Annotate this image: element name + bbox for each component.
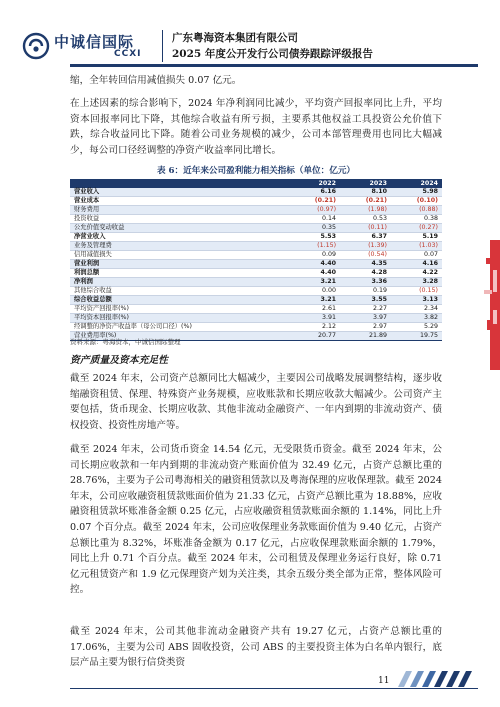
footer-stripes-icon xyxy=(394,670,484,688)
row-value: 0.35 xyxy=(289,224,340,233)
row-value: (0.97) xyxy=(289,206,340,215)
ccxi-logo-icon xyxy=(22,32,50,60)
row-value: 0.09 xyxy=(289,251,340,260)
table-caption: 表 6：近年来公司盈利能力相关指标（单位：亿元） xyxy=(156,166,356,176)
row-value: 3.97 xyxy=(340,314,391,323)
row-value: (0.88) xyxy=(391,206,442,215)
table-row xyxy=(70,305,442,314)
paragraph-asset-overview: 截至 2024 年末，公司资产总额同比大幅减少，主要因公司战略发展调整结构，逐步收缩融资租赁、保理、特殊资产业务规模，应收账款和长期应收款大幅减少。公司资产主要包括，货币现金、长期应收款、其他非流动金融资产、一年内到期的非流动资产、债权投资、投资性房地产等。 xyxy=(70,373,442,431)
footer-rule xyxy=(70,688,478,689)
table-row xyxy=(70,233,442,242)
row-value: 2.61 xyxy=(289,305,340,314)
page-header xyxy=(22,26,478,66)
table-row xyxy=(70,278,442,287)
row-value: 0.07 xyxy=(391,251,442,260)
row-value: 5.53 xyxy=(289,233,340,242)
row-value: (0.21) xyxy=(289,197,340,206)
row-value: (1.03) xyxy=(391,242,442,251)
row-value: 6.16 xyxy=(289,188,340,197)
side-ribbon-icon xyxy=(484,240,500,370)
row-value: 3.82 xyxy=(391,314,442,323)
table-row xyxy=(70,314,442,323)
row-label: 利润总额 xyxy=(70,269,289,278)
row-value: 4.40 xyxy=(289,260,340,269)
row-label: 营业成本 xyxy=(70,197,289,206)
table-header-cell: 2022 xyxy=(289,179,340,188)
row-value: 3.55 xyxy=(340,296,391,305)
table-header-row xyxy=(70,179,442,188)
table-header-cell xyxy=(70,179,289,188)
row-label: 营业费用率(%) xyxy=(70,332,289,341)
row-value: 4.28 xyxy=(340,269,391,278)
paragraph-receivables: 截至 2024 年末，公司货币资金 14.54 亿元，无受限货币资金。截至 2024 年末，公司长期应收款和一年内到期的非流动资产账面价值为 32.49 亿元，占资产总额比重的 28.76%，主要为子公司粤海相关的融资租赁款以及粤海保理的应收保理款。截至 2024 年末，公司应收融资租赁款账面价值为 21.33 亿元，占资产总额比重为 18.88%，应收融资租赁款坏账准备金额 0.25 亿元，占应收融资租赁款账面余额的 1.14%，同比上升 0.07 个百分点。截至 2024 年末，公司应收保理业务款账面价值为 9.40 亿元，占资产总额比重为 8.32%，坏账准备金额为 0.17 亿元，占应收保理款账面余额的 1.79%，同比上升 0.71 个百分点。截至 2024 年末，公司租赁及保理业务运行良好，除 0.71 亿元租赁资产和 1.9 亿元保理资产划为关注类，其余五级分类全部为正常，整体风险可控。 xyxy=(70,444,442,596)
paragraph-continuation: 缩，全年转回信用减值损失 0.07 亿元。 xyxy=(70,75,242,86)
table-row xyxy=(70,188,442,197)
row-value: 4.35 xyxy=(340,260,391,269)
report-subtitle: 2025 年度公开发行公司债券跟踪评级报告 xyxy=(172,48,373,60)
row-label: 其他综合收益 xyxy=(70,287,289,296)
row-value: 5.29 xyxy=(391,323,442,332)
row-value: 3.36 xyxy=(340,278,391,287)
row-value: 0.19 xyxy=(340,287,391,296)
row-value: 0.53 xyxy=(340,215,391,224)
row-label: 综合收益总额 xyxy=(70,296,289,305)
paragraph-profit-summary: 在上述因素的综合影响下，2024 年净利润同比减少，平均资产回报率同比上升，平均资本回报率同比下降，其他综合收益有所亏损，主要系其他权益工具投资公允价值下跌，综合收益同比下降。随着公司业务规模的减少，公司本部管理费用也同比大幅减少，每公司口径经调整的净资产收益率同比增长。 xyxy=(70,98,442,156)
row-value: 0.00 xyxy=(289,287,340,296)
row-label: 营业收入 xyxy=(70,188,289,197)
row-value: 2.12 xyxy=(289,323,340,332)
row-label: 业务及管理费 xyxy=(70,242,289,251)
row-value: 3.28 xyxy=(391,278,442,287)
row-label: 投资收益 xyxy=(70,215,289,224)
row-value: (0.21) xyxy=(340,197,391,206)
table-row xyxy=(70,296,442,305)
row-value: 4.22 xyxy=(391,269,442,278)
row-value: (1.39) xyxy=(340,242,391,251)
row-value: 20.77 xyxy=(289,332,340,341)
table-row xyxy=(70,323,442,332)
row-value: 21.89 xyxy=(340,332,391,341)
row-value: 0.14 xyxy=(289,215,340,224)
row-value: 4.16 xyxy=(391,260,442,269)
row-label: 营业利润 xyxy=(70,260,289,269)
row-label: 净营业收入 xyxy=(70,233,289,242)
table-row xyxy=(70,260,442,269)
table-row xyxy=(70,269,442,278)
header-rule xyxy=(70,64,478,67)
row-value: 2.34 xyxy=(391,305,442,314)
row-value: (0.27) xyxy=(391,224,442,233)
row-label: 经调整的净资产收益率（母公司口径）(%) xyxy=(70,323,289,332)
row-label: 公允价值变动收益 xyxy=(70,224,289,233)
row-label: 净利润 xyxy=(70,278,289,287)
table-row xyxy=(70,224,442,233)
logo-text-cn: 中诚信国际 xyxy=(54,33,135,51)
row-value: 4.40 xyxy=(289,269,340,278)
report-company-title: 广东粤海资本集团有限公司 xyxy=(172,32,298,44)
header-divider xyxy=(162,30,163,62)
row-value: 5.19 xyxy=(391,233,442,242)
row-value: (1.15) xyxy=(289,242,340,251)
row-value: 3.91 xyxy=(289,314,340,323)
row-label: 平均资产回报率(%) xyxy=(70,305,289,314)
row-label: 平均资本回报率(%) xyxy=(70,314,289,323)
row-value: (0.15) xyxy=(391,287,442,296)
profitability-table xyxy=(70,179,442,341)
row-value: 0.38 xyxy=(391,215,442,224)
row-value: 3.21 xyxy=(289,278,340,287)
row-value: (0.11) xyxy=(340,224,391,233)
table-row xyxy=(70,242,442,251)
table-row xyxy=(70,251,442,260)
row-value: 3.21 xyxy=(289,296,340,305)
table-header-cell: 2023 xyxy=(340,179,391,188)
row-value: 3.13 xyxy=(391,296,442,305)
row-value: (0.54) xyxy=(340,251,391,260)
row-value: 6.37 xyxy=(340,233,391,242)
table-row xyxy=(70,206,442,215)
row-value: 2.27 xyxy=(340,305,391,314)
page-number: 11 xyxy=(378,676,390,686)
row-label: 财务费用 xyxy=(70,206,289,215)
logo-text-en: CCXI xyxy=(114,49,142,59)
row-value: 8.10 xyxy=(340,188,391,197)
row-label: 信用减值损失 xyxy=(70,251,289,260)
row-value: 19.75 xyxy=(391,332,442,341)
row-value: 2.97 xyxy=(340,323,391,332)
row-value: (1.98) xyxy=(340,206,391,215)
table-row xyxy=(70,287,442,296)
table-header-cell: 2024 xyxy=(391,179,442,188)
table-row xyxy=(70,215,442,224)
table-row xyxy=(70,197,442,206)
section-title: 资产质量及资本充足性 xyxy=(70,355,168,366)
row-value: (0.10) xyxy=(391,197,442,206)
row-value: 5.98 xyxy=(391,188,442,197)
table-source-note: 资料来源：粤海资本，中诚信国际整理 xyxy=(70,338,181,346)
paragraph-other-assets: 截至 2024 年末，公司其他非流动金融资产共有 19.27 亿元，占资产总额比重的 17.06%，主要为公司 ABS 固收投资，公司 ABS 的主要投资主体为白名单内银行，底层产品主要为银行信贷类资 xyxy=(70,626,442,669)
